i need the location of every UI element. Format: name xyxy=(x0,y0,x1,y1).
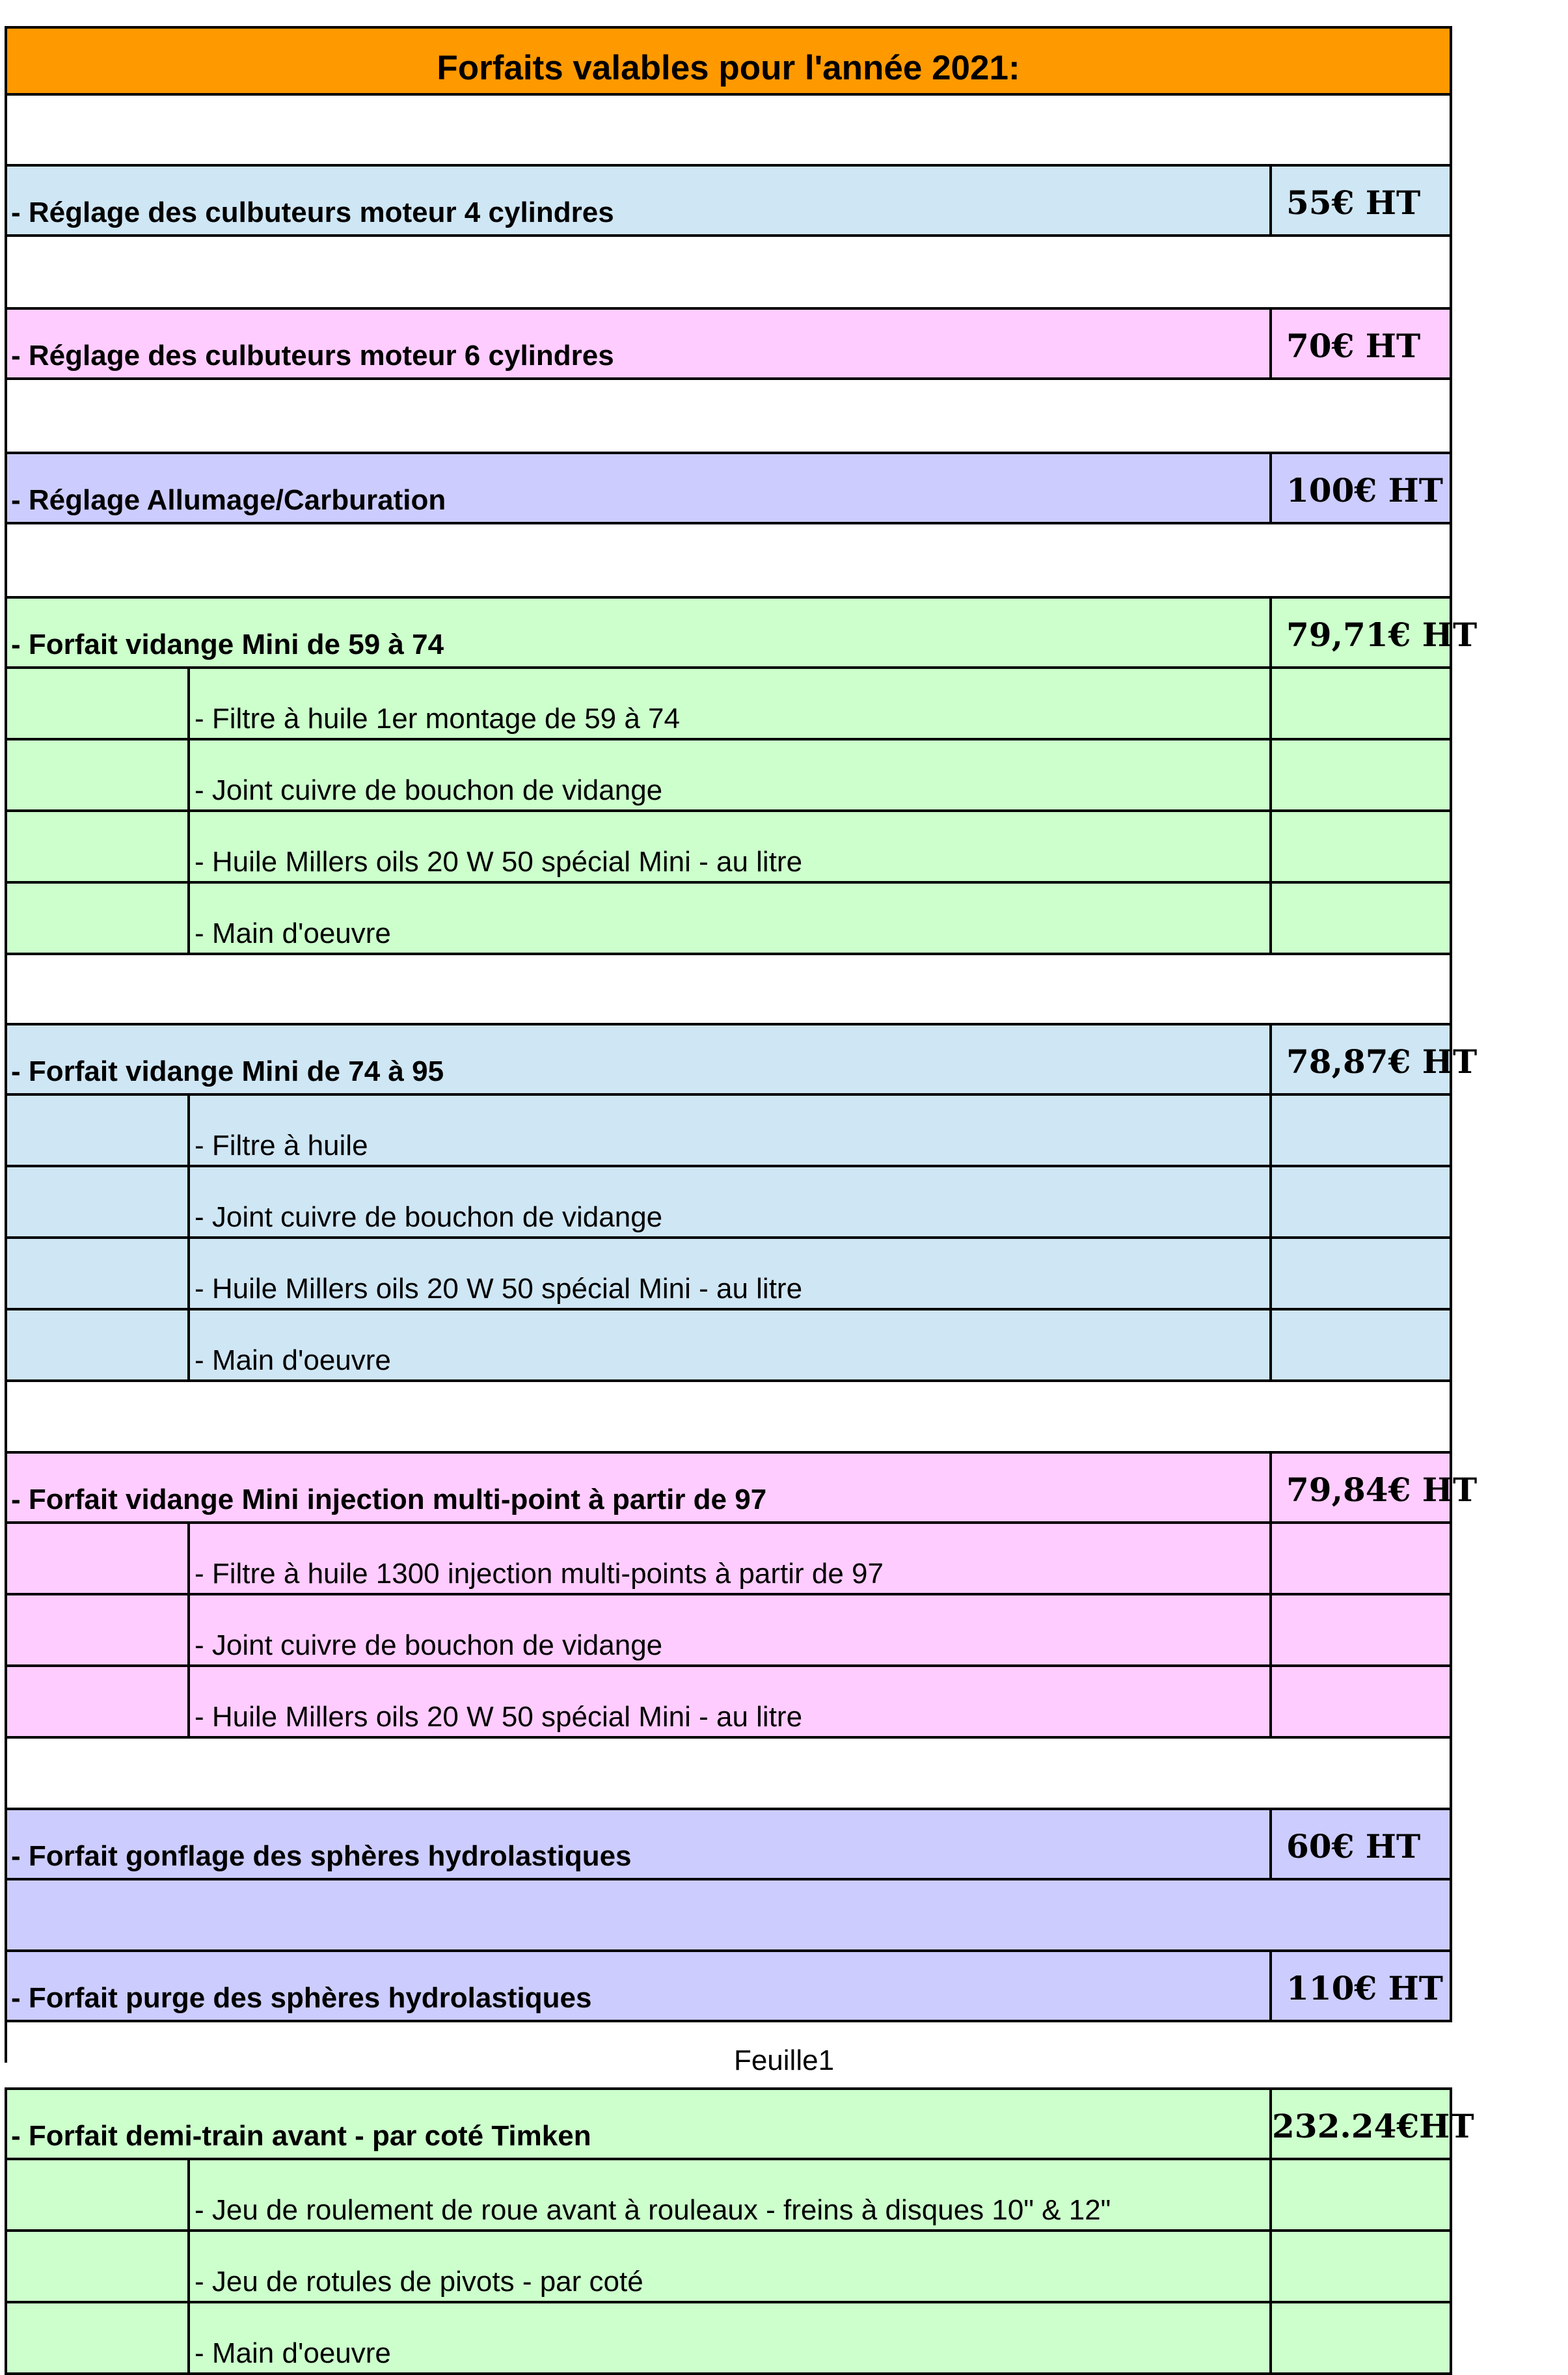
detail-price-cell xyxy=(1269,884,1450,953)
package-price: 110€ HT xyxy=(1286,1969,1444,2007)
detail-price-cell xyxy=(1269,2232,1450,2301)
detail-price-cell xyxy=(1269,1167,1450,1236)
indent-cell xyxy=(7,2158,190,2232)
package-price: 78,87€ HT xyxy=(1286,1042,1478,1081)
price-cell xyxy=(1269,1810,1450,1878)
detail-row xyxy=(5,884,1452,955)
price-cell xyxy=(1269,2090,1474,2158)
price-cell xyxy=(1269,599,1478,666)
package-price: 70€ HT xyxy=(1286,327,1421,365)
detail-label: - Filtre à huile xyxy=(195,1130,368,1161)
detail-label: - Main d'oeuvre xyxy=(195,1344,391,1376)
indent-cell xyxy=(7,1593,190,1667)
detail-row xyxy=(5,669,1452,740)
package-row-sphere-purge xyxy=(5,1949,1452,2022)
package-row-oil-change-59-74 xyxy=(5,596,1478,669)
price-cell xyxy=(1269,1454,1478,1521)
package-price: 79,84€ HT xyxy=(1286,1471,1478,1509)
package-label: - Forfait purge des sphères hydrolastiques xyxy=(11,1982,592,2014)
detail-label: - Joint cuivre de bouchon de vidange xyxy=(195,774,663,806)
detail-row xyxy=(5,1239,1452,1310)
detail-row xyxy=(5,2160,1452,2232)
package-row-oil-change-injection xyxy=(5,1451,1478,1524)
package-label: - Réglage Allumage/Carburation xyxy=(11,484,446,516)
package-label: - Forfait vidange Mini de 74 à 95 xyxy=(11,1055,444,1087)
price-cell xyxy=(1269,454,1450,522)
package-label: - Forfait demi-train avant - par coté Timken xyxy=(11,2120,591,2152)
detail-row xyxy=(5,1524,1452,1595)
price-cell xyxy=(1269,310,1450,377)
detail-price-cell xyxy=(1269,1524,1450,1593)
indent-cell xyxy=(7,1664,190,1739)
package-price: 100€ HT xyxy=(1286,471,1444,509)
spacer-row xyxy=(5,380,1452,453)
detail-row xyxy=(5,1595,1452,1667)
indent-cell xyxy=(7,1521,190,1595)
indent-cell xyxy=(7,666,190,740)
detail-row xyxy=(5,2303,1452,2375)
detail-price-cell xyxy=(1269,1239,1450,1308)
indent-cell xyxy=(7,2229,190,2303)
package-price: 232.24€HT xyxy=(1272,2107,1474,2145)
package-label: - Réglage des culbuteurs moteur 4 cylindres xyxy=(11,197,614,228)
package-price: 79,71€ HT xyxy=(1286,616,1478,654)
sheet-tab-label: Feuille1 xyxy=(733,2044,835,2076)
indent-cell xyxy=(7,809,190,884)
indent-cell xyxy=(7,1093,190,1167)
package-row-rocker-6cyl xyxy=(5,307,1452,380)
package-row-oil-change-74-95 xyxy=(5,1023,1478,1096)
indent-cell xyxy=(7,881,190,955)
detail-price-cell xyxy=(1269,812,1450,881)
price-cell xyxy=(1269,1025,1478,1093)
price-cell xyxy=(1269,167,1450,234)
detail-label: - Main d'oeuvre xyxy=(195,2337,391,2369)
detail-row xyxy=(5,740,1452,812)
detail-row xyxy=(5,1167,1452,1239)
detail-price-cell xyxy=(1269,1595,1450,1664)
detail-label: - Filtre à huile 1300 injection multi-points à partir de 97 xyxy=(195,1558,884,1590)
detail-row xyxy=(5,1096,1452,1167)
detail-row xyxy=(5,1667,1452,1739)
detail-row xyxy=(5,2232,1452,2303)
detail-row xyxy=(5,1310,1452,1382)
detail-label: - Filtre à huile 1er montage de 59 à 74 xyxy=(195,703,681,735)
indent-cell xyxy=(7,1308,190,1382)
price-cell xyxy=(1269,1952,1450,2020)
package-row-front-hub-timken xyxy=(5,2087,1474,2160)
package-label: - Forfait vidange Mini injection multi-point à partir de 97 xyxy=(11,1484,767,1515)
spacer-row xyxy=(5,955,1452,1024)
detail-price-cell xyxy=(1269,1096,1450,1165)
sheet-title-bar xyxy=(5,26,1452,96)
package-price: 60€ HT xyxy=(1286,1827,1421,1866)
indent-cell xyxy=(7,2301,190,2375)
indent-cell xyxy=(7,1236,190,1310)
sheet-title: Forfaits valables pour l'année 2021: xyxy=(437,49,1020,87)
package-label: - Forfait gonflage des sphères hydrolastiques xyxy=(11,1840,632,1872)
detail-label: - Huile Millers oils 20 W 50 spécial Mini - au litre xyxy=(195,846,803,878)
detail-label: - Joint cuivre de bouchon de vidange xyxy=(195,1201,663,1233)
detail-price-cell xyxy=(1269,1667,1450,1736)
package-row-sphere-inflation xyxy=(5,1808,1452,1880)
package-price: 55€ HT xyxy=(1286,183,1421,222)
detail-label: - Joint cuivre de bouchon de vidange xyxy=(195,1629,663,1661)
spacer-row xyxy=(5,1880,1452,1951)
spacer-row xyxy=(5,237,1452,308)
detail-price-cell xyxy=(1269,2303,1450,2372)
detail-label: - Huile Millers oils 20 W 50 spécial Mini - au litre xyxy=(195,1701,803,1733)
detail-label: - Huile Millers oils 20 W 50 spécial Mini - au litre xyxy=(195,1273,803,1305)
detail-label: - Jeu de roulement de roue avant à rouleaux - freins à disques 10" & 12" xyxy=(195,2194,1111,2226)
spacer-row xyxy=(5,1739,1452,1809)
spacer-row xyxy=(5,1382,1452,1452)
indent-cell xyxy=(7,738,190,812)
package-label: - Réglage des culbuteurs moteur 6 cylindres xyxy=(11,340,614,372)
detail-price-cell xyxy=(1269,740,1450,809)
detail-price-cell xyxy=(1269,1310,1450,1379)
detail-price-cell xyxy=(1269,669,1450,738)
detail-price-cell xyxy=(1269,2160,1450,2229)
package-row-ignition-carburation xyxy=(5,452,1452,524)
indent-cell xyxy=(7,1165,190,1239)
spacer-row xyxy=(5,524,1452,597)
detail-row xyxy=(5,812,1452,884)
package-row-rocker-4cyl xyxy=(5,164,1452,237)
package-label: - Forfait vidange Mini de 59 à 74 xyxy=(11,629,444,660)
spacer-row xyxy=(5,96,1452,166)
detail-label: - Main d'oeuvre xyxy=(195,917,391,949)
detail-label: - Jeu de rotules de pivots - par coté xyxy=(195,2266,643,2298)
